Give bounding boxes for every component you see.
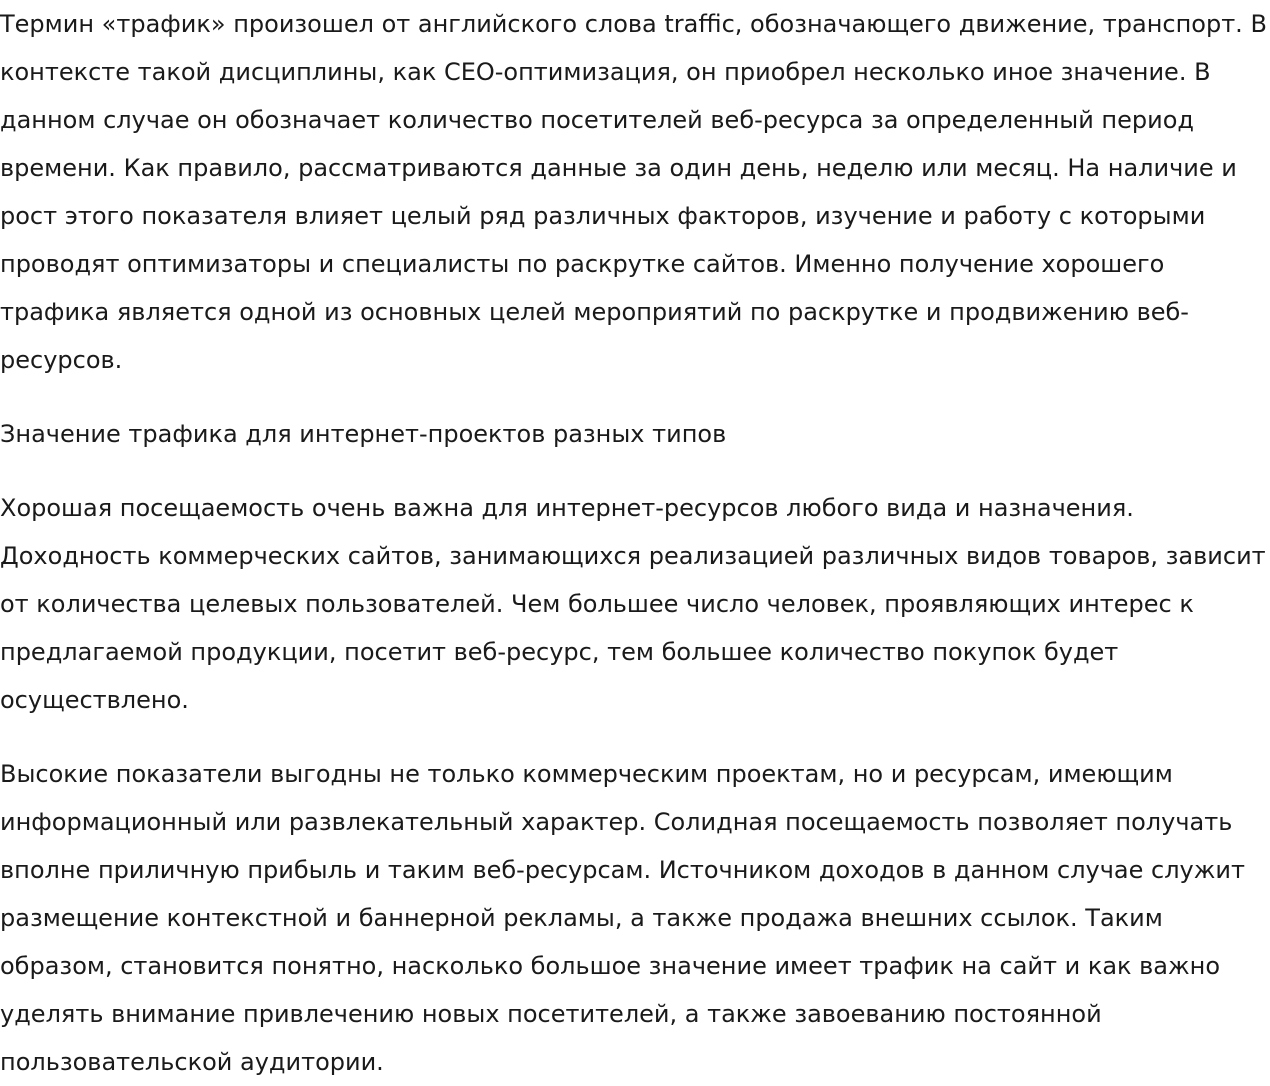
intro-paragraph: Термин «трафик» произошел от английского слова traffic, обозначающего движение, транспорт. В контексте такой дисциплины, как СЕО-оптимизация, он приобрел несколько иное значение. В данном случае он обозначает количество посетителей веб-ресурса за определенный период времени. Как правило, рассматриваются данные за один день, неделю или месяц. На наличие и рост этого показателя влияет целый ряд различных факторов, изучение и работу с которыми проводят оптимизаторы и специалисты по раскрутке сайтов. Именно получение хорошего трафика является одной из основных целей мероприятий по раскрутке и продвижению веб-ресурсов.: [0, 10, 1267, 374]
section-subheading: Значение трафика для интернет-проектов разных типов: [0, 420, 727, 448]
body-paragraph-commercial: Хорошая посещаемость очень важна для интернет-ресурсов любого вида и назначения. Доходность коммерческих сайтов, занимающихся реализацией различных видов товаров, зависит от количества целевых пользователей. Чем большее число человек, проявляющих интерес к предлагаемой продукции, посетит веб-ресурс, тем большее количество покупок будет осуществлено.: [0, 494, 1266, 714]
body-paragraph-informational: Высокие показатели выгодны не только коммерческим проектам, но и ресурсам, имеющим информационный или развлекательный характер. Солидная посещаемость позволяет получать вполне приличную прибыль и таким веб-ресурсам. Источником доходов в данном случае служит размещение контекстной и баннерной рекламы, а также продажа внешних ссылок. Таким образом, становится понятно, насколько большое значение имеет трафик на сайт и как важно уделять внимание привлечению новых посетителей, а также завоеванию постоянной пользовательской аудитории.: [0, 760, 1245, 1076]
